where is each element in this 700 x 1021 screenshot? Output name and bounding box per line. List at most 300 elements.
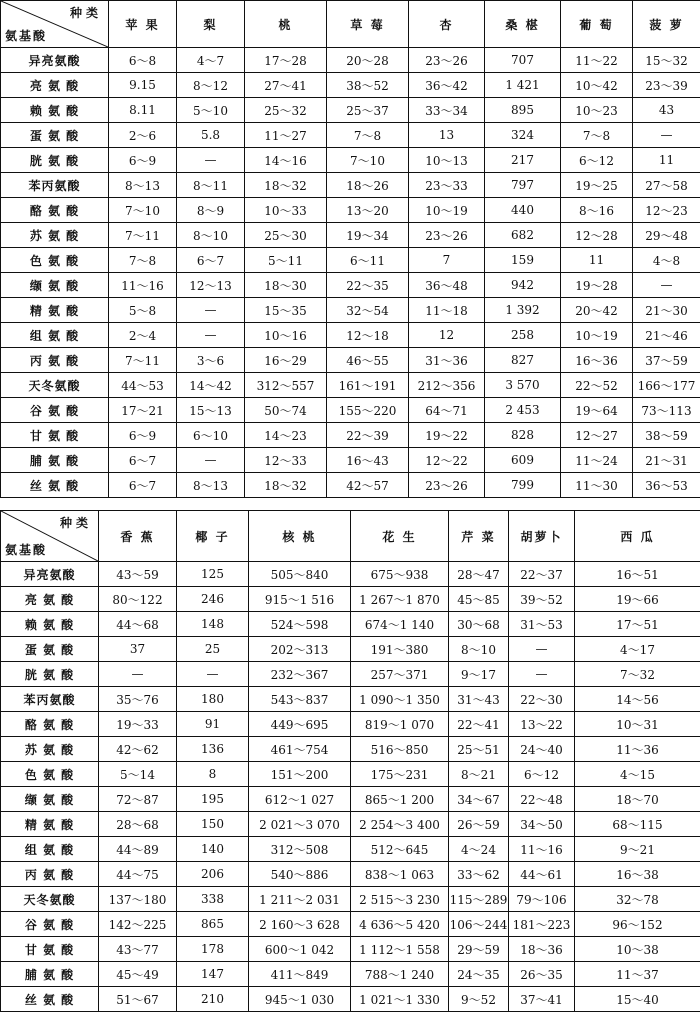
table-cell: 440 xyxy=(485,198,561,223)
column-header: 苹 果 xyxy=(109,1,177,48)
amino-acid-name: 苏 氨 酸 xyxy=(1,223,109,248)
table-cell: 155～220 xyxy=(327,398,409,423)
table-cell: 10～19 xyxy=(561,323,633,348)
table-cell: 42～62 xyxy=(99,737,177,762)
table-cell: 31～53 xyxy=(509,612,575,637)
table-cell: 11 xyxy=(561,248,633,273)
table-cell: 44～75 xyxy=(99,862,177,887)
table-cell: 21～30 xyxy=(633,298,700,323)
table-cell: 22～41 xyxy=(449,712,509,737)
table-cell: 942 xyxy=(485,273,561,298)
table-cell: 45～85 xyxy=(449,587,509,612)
table-cell: 12～13 xyxy=(177,273,245,298)
column-header: 葡 萄 xyxy=(561,1,633,48)
table-cell: 27～58 xyxy=(633,173,700,198)
table-cell: 34～50 xyxy=(509,812,575,837)
table-cell: 37～59 xyxy=(633,348,700,373)
table-cell: 25～51 xyxy=(449,737,509,762)
table-cell: 5～8 xyxy=(109,298,177,323)
table-cell: 17～51 xyxy=(575,612,700,637)
table-row xyxy=(1,373,700,398)
amino-acid-name: 蛋 氨 酸 xyxy=(1,637,99,662)
amino-acid-name: 酪 氨 酸 xyxy=(1,198,109,223)
table-row xyxy=(1,298,700,323)
table-cell: 136 xyxy=(177,737,249,762)
column-header: 草 莓 xyxy=(327,1,409,48)
table-cell: 8～16 xyxy=(561,198,633,223)
table-cell: 2 453 xyxy=(485,398,561,423)
table-cell: 15～32 xyxy=(633,48,700,73)
table-cell: 13～20 xyxy=(327,198,409,223)
table-cell: 18～36 xyxy=(509,937,575,962)
table-cell: 148 xyxy=(177,612,249,637)
table-cell: 14～42 xyxy=(177,373,245,398)
table-cell: 6～12 xyxy=(561,148,633,173)
table-cell: 5.8 xyxy=(177,123,245,148)
amino-acid-name: 精 氨 酸 xyxy=(1,298,109,323)
table-cell: 24～40 xyxy=(509,737,575,762)
table-row xyxy=(1,937,700,962)
table-row xyxy=(1,862,700,887)
amino-acid-name: 异亮氨酸 xyxy=(1,562,99,587)
table-cell: 2 515～3 230 xyxy=(351,887,449,912)
table-cell: 37 xyxy=(99,637,177,662)
table-cell: 543～837 xyxy=(249,687,351,712)
table-cell: 612～1 027 xyxy=(249,787,351,812)
table-cell: 9～52 xyxy=(449,987,509,1012)
table-cell: 7～32 xyxy=(575,662,700,687)
table-cell: 11～24 xyxy=(561,448,633,473)
table-cell: 6～12 xyxy=(509,762,575,787)
table-cell: 22～30 xyxy=(509,687,575,712)
amino-acid-name: 丝 氨 酸 xyxy=(1,987,99,1012)
table-cell: 312～557 xyxy=(245,373,327,398)
table-cell: 2 160～3 628 xyxy=(249,912,351,937)
table-cell: 12～27 xyxy=(561,423,633,448)
table-1 xyxy=(0,0,700,498)
amino-acid-name: 赖 氨 酸 xyxy=(1,98,109,123)
table-cell: 17～21 xyxy=(109,398,177,423)
table-cell: 10～19 xyxy=(409,198,485,223)
table-cell: 15～40 xyxy=(575,987,700,1012)
table-cell: 166～177 xyxy=(633,373,700,398)
table-cell: 6～11 xyxy=(327,248,409,273)
table-row xyxy=(1,348,700,373)
table-cell: — xyxy=(177,448,245,473)
table-row xyxy=(1,637,700,662)
column-header: 花 生 xyxy=(351,511,449,562)
table-cell: 10～42 xyxy=(561,73,633,98)
table-cell: 828 xyxy=(485,423,561,448)
table-cell: — xyxy=(633,123,700,148)
table-cell: 10～16 xyxy=(245,323,327,348)
table-cell: 10～13 xyxy=(409,148,485,173)
table-row xyxy=(1,323,700,348)
table-cell: 312～508 xyxy=(249,837,351,862)
column-header: 香 蕉 xyxy=(99,511,177,562)
table-row xyxy=(1,762,700,787)
column-header: 桑 椹 xyxy=(485,1,561,48)
table-cell: 20～28 xyxy=(327,48,409,73)
table-cell: 45～49 xyxy=(99,962,177,987)
table-cell: 202～313 xyxy=(249,637,351,662)
table-cell: 16～29 xyxy=(245,348,327,373)
table-cell: 600～1 042 xyxy=(249,937,351,962)
amino-acid-name: 蛋 氨 酸 xyxy=(1,123,109,148)
amino-acid-name: 苯丙氨酸 xyxy=(1,687,99,712)
table-cell: 2 021～3 070 xyxy=(249,812,351,837)
table-cell: 26～59 xyxy=(449,812,509,837)
table-cell: 50～74 xyxy=(245,398,327,423)
table-row xyxy=(1,562,700,587)
table-cell: 22～48 xyxy=(509,787,575,812)
table-cell: 80～122 xyxy=(99,587,177,612)
table-cell: 14～23 xyxy=(245,423,327,448)
table-cell: 4～8 xyxy=(633,248,700,273)
amino-acid-name: 异亮氨酸 xyxy=(1,48,109,73)
table-cell: 9.15 xyxy=(109,73,177,98)
table-cell: 9～21 xyxy=(575,837,700,862)
table-row xyxy=(1,812,700,837)
table-cell: 43～59 xyxy=(99,562,177,587)
table-cell: 64～71 xyxy=(409,398,485,423)
table-cell: 212～356 xyxy=(409,373,485,398)
table-cell: 73～113 xyxy=(633,398,700,423)
table-cell: 9～17 xyxy=(449,662,509,687)
amino-acid-name: 亮 氨 酸 xyxy=(1,587,99,612)
table-cell: 6～7 xyxy=(177,248,245,273)
table-row xyxy=(1,423,700,448)
table-cell: 1 421 xyxy=(485,73,561,98)
table-cell: 51～67 xyxy=(99,987,177,1012)
table-cell: 12～28 xyxy=(561,223,633,248)
corner-bottom-label: 氨基酸 xyxy=(5,543,48,557)
table-cell: 13 xyxy=(409,123,485,148)
amino-acid-name: 谷 氨 酸 xyxy=(1,398,109,423)
table-cell: 19～33 xyxy=(99,712,177,737)
table-cell: 707 xyxy=(485,48,561,73)
amino-acid-name: 酪 氨 酸 xyxy=(1,712,99,737)
table-cell: 23～26 xyxy=(409,473,485,498)
table-cell: 14～16 xyxy=(245,148,327,173)
table-cell: 16～36 xyxy=(561,348,633,373)
table-cell: 23～33 xyxy=(409,173,485,198)
table-cell: 19～66 xyxy=(575,587,700,612)
table-cell: 11～36 xyxy=(575,737,700,762)
table-cell: 338 xyxy=(177,887,249,912)
table-cell: 18～26 xyxy=(327,173,409,198)
table-cell: 6～9 xyxy=(109,423,177,448)
amino-acid-name: 脯 氨 酸 xyxy=(1,962,99,987)
table-cell: 3 570 xyxy=(485,373,561,398)
table-cell: — xyxy=(177,298,245,323)
table-cell: 23～26 xyxy=(409,223,485,248)
table-cell: 29～48 xyxy=(633,223,700,248)
table-cell: 1 021～1 330 xyxy=(351,987,449,1012)
table-cell: 18～32 xyxy=(245,173,327,198)
table-cell: 11～27 xyxy=(245,123,327,148)
table-cell: 6～7 xyxy=(109,448,177,473)
table-cell: 3～6 xyxy=(177,348,245,373)
table-cell: 915～1 516 xyxy=(249,587,351,612)
amino-acid-name: 甘 氨 酸 xyxy=(1,937,99,962)
table-cell: 5～10 xyxy=(177,98,245,123)
table-cell: 8～10 xyxy=(449,637,509,662)
corner-header xyxy=(1,1,109,48)
table-cell: 6～7 xyxy=(109,473,177,498)
table-cell: 38～52 xyxy=(327,73,409,98)
amino-acid-name: 精 氨 酸 xyxy=(1,812,99,837)
table-cell: 2 254～3 400 xyxy=(351,812,449,837)
table-cell: 28～47 xyxy=(449,562,509,587)
table-cell: 72～87 xyxy=(99,787,177,812)
table-cell: 18～30 xyxy=(245,273,327,298)
table-cell: 7 xyxy=(409,248,485,273)
table-2 xyxy=(0,510,700,1012)
table-cell: 1 211～2 031 xyxy=(249,887,351,912)
amino-acid-name: 甘 氨 酸 xyxy=(1,423,109,448)
table-row xyxy=(1,662,700,687)
table-cell: 15～35 xyxy=(245,298,327,323)
table-cell: 674～1 140 xyxy=(351,612,449,637)
table-cell: 32～78 xyxy=(575,887,700,912)
table-cell: 945～1 030 xyxy=(249,987,351,1012)
table-cell: 19～28 xyxy=(561,273,633,298)
table-cell: 25～37 xyxy=(327,98,409,123)
table-row xyxy=(1,48,700,73)
table-cell: 19～25 xyxy=(561,173,633,198)
amino-acid-name: 亮 氨 酸 xyxy=(1,73,109,98)
table-cell: 36～53 xyxy=(633,473,700,498)
table-cell: 25 xyxy=(177,637,249,662)
table-row xyxy=(1,448,700,473)
table-cell: 68～115 xyxy=(575,812,700,837)
amino-acid-name: 丙 氨 酸 xyxy=(1,862,99,887)
table-cell: 25～30 xyxy=(245,223,327,248)
table-cell: 96～152 xyxy=(575,912,700,937)
table-cell: 8 xyxy=(177,762,249,787)
table-cell: 865～1 200 xyxy=(351,787,449,812)
table-cell: 29～59 xyxy=(449,937,509,962)
table-cell: 788～1 240 xyxy=(351,962,449,987)
table-cell: 6～9 xyxy=(109,148,177,173)
table-cell: 151～200 xyxy=(249,762,351,787)
table-cell: 18～70 xyxy=(575,787,700,812)
table-cell: 540～886 xyxy=(249,862,351,887)
amino-acid-name: 谷 氨 酸 xyxy=(1,912,99,937)
corner-top-label: 种类 xyxy=(69,6,102,20)
table-cell: 4～24 xyxy=(449,837,509,862)
amino-acid-name: 缬 氨 酸 xyxy=(1,273,109,298)
table-cell: 1 267～1 870 xyxy=(351,587,449,612)
table-cell: 232～367 xyxy=(249,662,351,687)
table-cell: 838～1 063 xyxy=(351,862,449,887)
table-cell: 142～225 xyxy=(99,912,177,937)
column-header: 西 瓜 xyxy=(575,511,700,562)
table-row xyxy=(1,912,700,937)
table-cell: 22～37 xyxy=(509,562,575,587)
table-cell: 24～35 xyxy=(449,962,509,987)
table-cell: 35～76 xyxy=(99,687,177,712)
table-cell: 5～14 xyxy=(99,762,177,787)
table-cell: 191～380 xyxy=(351,637,449,662)
table-cell: 11～16 xyxy=(509,837,575,862)
amino-acid-name: 胱 氨 酸 xyxy=(1,148,109,173)
table-cell: — xyxy=(177,148,245,173)
table-cell: 206 xyxy=(177,862,249,887)
table-cell: 797 xyxy=(485,173,561,198)
table-cell: 161～191 xyxy=(327,373,409,398)
table-cell: 258 xyxy=(485,323,561,348)
table-cell: 19～34 xyxy=(327,223,409,248)
table-cell: 22～35 xyxy=(327,273,409,298)
table-cell: 44～89 xyxy=(99,837,177,862)
table-row xyxy=(1,987,700,1012)
table-cell: 36～48 xyxy=(409,273,485,298)
table-cell: — xyxy=(99,662,177,687)
table-cell: 6～8 xyxy=(109,48,177,73)
table-cell: 28～68 xyxy=(99,812,177,837)
amino-acid-table-fruits xyxy=(0,0,700,508)
table-cell: 125 xyxy=(177,562,249,587)
column-header: 核 桃 xyxy=(249,511,351,562)
table-cell: 12～18 xyxy=(327,323,409,348)
table-cell: 16～43 xyxy=(327,448,409,473)
table-cell: 11～30 xyxy=(561,473,633,498)
table-row xyxy=(1,712,700,737)
table-cell: 175～231 xyxy=(351,762,449,787)
table-cell: 46～55 xyxy=(327,348,409,373)
table-cell: 1 090～1 350 xyxy=(351,687,449,712)
table-cell: 20～42 xyxy=(561,298,633,323)
corner-header xyxy=(1,511,99,562)
table-cell: 4～15 xyxy=(575,762,700,787)
table-cell: 140 xyxy=(177,837,249,862)
table-cell: 6～10 xyxy=(177,423,245,448)
header-row xyxy=(1,1,700,48)
table-cell: 7～10 xyxy=(327,148,409,173)
table-cell: 8～12 xyxy=(177,73,245,98)
table-cell: 31～36 xyxy=(409,348,485,373)
table-cell: 36～42 xyxy=(409,73,485,98)
table-cell: 449～695 xyxy=(249,712,351,737)
amino-acid-name: 天冬氨酸 xyxy=(1,373,109,398)
corner-top-label: 种类 xyxy=(59,516,92,530)
table-cell: 2～4 xyxy=(109,323,177,348)
table-cell: 21～46 xyxy=(633,323,700,348)
table-cell: 22～52 xyxy=(561,373,633,398)
table-row xyxy=(1,398,700,423)
table-cell: 895 xyxy=(485,98,561,123)
column-header: 胡萝卜 xyxy=(509,511,575,562)
table-cell: — xyxy=(633,273,700,298)
table-row xyxy=(1,887,700,912)
table-cell: 505～840 xyxy=(249,562,351,587)
table-cell: 5～11 xyxy=(245,248,327,273)
table-cell: 10～31 xyxy=(575,712,700,737)
table-cell: 106～244 xyxy=(449,912,509,937)
table-cell: 1 112～1 558 xyxy=(351,937,449,962)
table-row xyxy=(1,687,700,712)
table-cell: 39～52 xyxy=(509,587,575,612)
table-cell: 12 xyxy=(409,323,485,348)
table-cell: 8～9 xyxy=(177,198,245,223)
amino-acid-name: 缬 氨 酸 xyxy=(1,787,99,812)
table-cell: 12～23 xyxy=(633,198,700,223)
table-cell: 8～13 xyxy=(177,473,245,498)
table-cell: 27～41 xyxy=(245,73,327,98)
table-row xyxy=(1,273,700,298)
table-cell: 11～16 xyxy=(109,273,177,298)
table-cell: 33～62 xyxy=(449,862,509,887)
table-cell: 10～33 xyxy=(245,198,327,223)
table-cell: 11 xyxy=(633,148,700,173)
amino-acid-name: 苏 氨 酸 xyxy=(1,737,99,762)
table-cell: 7～10 xyxy=(109,198,177,223)
table-row xyxy=(1,198,700,223)
table-cell: 865 xyxy=(177,912,249,937)
amino-acid-name: 色 氨 酸 xyxy=(1,248,109,273)
table-row xyxy=(1,612,700,637)
table-cell: 43 xyxy=(633,98,700,123)
column-header: 梨 xyxy=(177,1,245,48)
table-cell: 461～754 xyxy=(249,737,351,762)
table-cell: 42～57 xyxy=(327,473,409,498)
table-cell: — xyxy=(177,323,245,348)
table-cell: 8.11 xyxy=(109,98,177,123)
table-cell: 609 xyxy=(485,448,561,473)
table-cell: 7～8 xyxy=(561,123,633,148)
table-cell: 7～11 xyxy=(109,223,177,248)
table-cell: 524～598 xyxy=(249,612,351,637)
table-cell: 682 xyxy=(485,223,561,248)
table-cell: 7～8 xyxy=(109,248,177,273)
table-row xyxy=(1,473,700,498)
table-row xyxy=(1,98,700,123)
amino-acid-name: 组 氨 酸 xyxy=(1,323,109,348)
amino-acid-name: 丙 氨 酸 xyxy=(1,348,109,373)
table-cell: 15～13 xyxy=(177,398,245,423)
table-cell: 819～1 070 xyxy=(351,712,449,737)
table-cell: 19～22 xyxy=(409,423,485,448)
column-header: 桃 xyxy=(245,1,327,48)
column-header: 芹 菜 xyxy=(449,511,509,562)
table-cell: 195 xyxy=(177,787,249,812)
table-row xyxy=(1,787,700,812)
table-cell: 17～28 xyxy=(245,48,327,73)
corner-bottom-label: 氨基酸 xyxy=(5,29,48,43)
table-cell: 7～11 xyxy=(109,348,177,373)
table-cell: 32～54 xyxy=(327,298,409,323)
table-cell: 8～10 xyxy=(177,223,245,248)
amino-acid-table-fruits-vegetables-nuts xyxy=(0,510,700,1021)
table-cell: 411～849 xyxy=(249,962,351,987)
table-row xyxy=(1,223,700,248)
table-cell: 827 xyxy=(485,348,561,373)
table-cell: 246 xyxy=(177,587,249,612)
column-header: 杏 xyxy=(409,1,485,48)
table-cell: 217 xyxy=(485,148,561,173)
table-cell: 512～645 xyxy=(351,837,449,862)
table-cell: 147 xyxy=(177,962,249,987)
table-cell: 10～23 xyxy=(561,98,633,123)
table-row xyxy=(1,737,700,762)
table-cell: 16～38 xyxy=(575,862,700,887)
table-cell: 38～59 xyxy=(633,423,700,448)
table-cell: 23～39 xyxy=(633,73,700,98)
table-cell: 11～22 xyxy=(561,48,633,73)
table-cell: 115～289 xyxy=(449,887,509,912)
